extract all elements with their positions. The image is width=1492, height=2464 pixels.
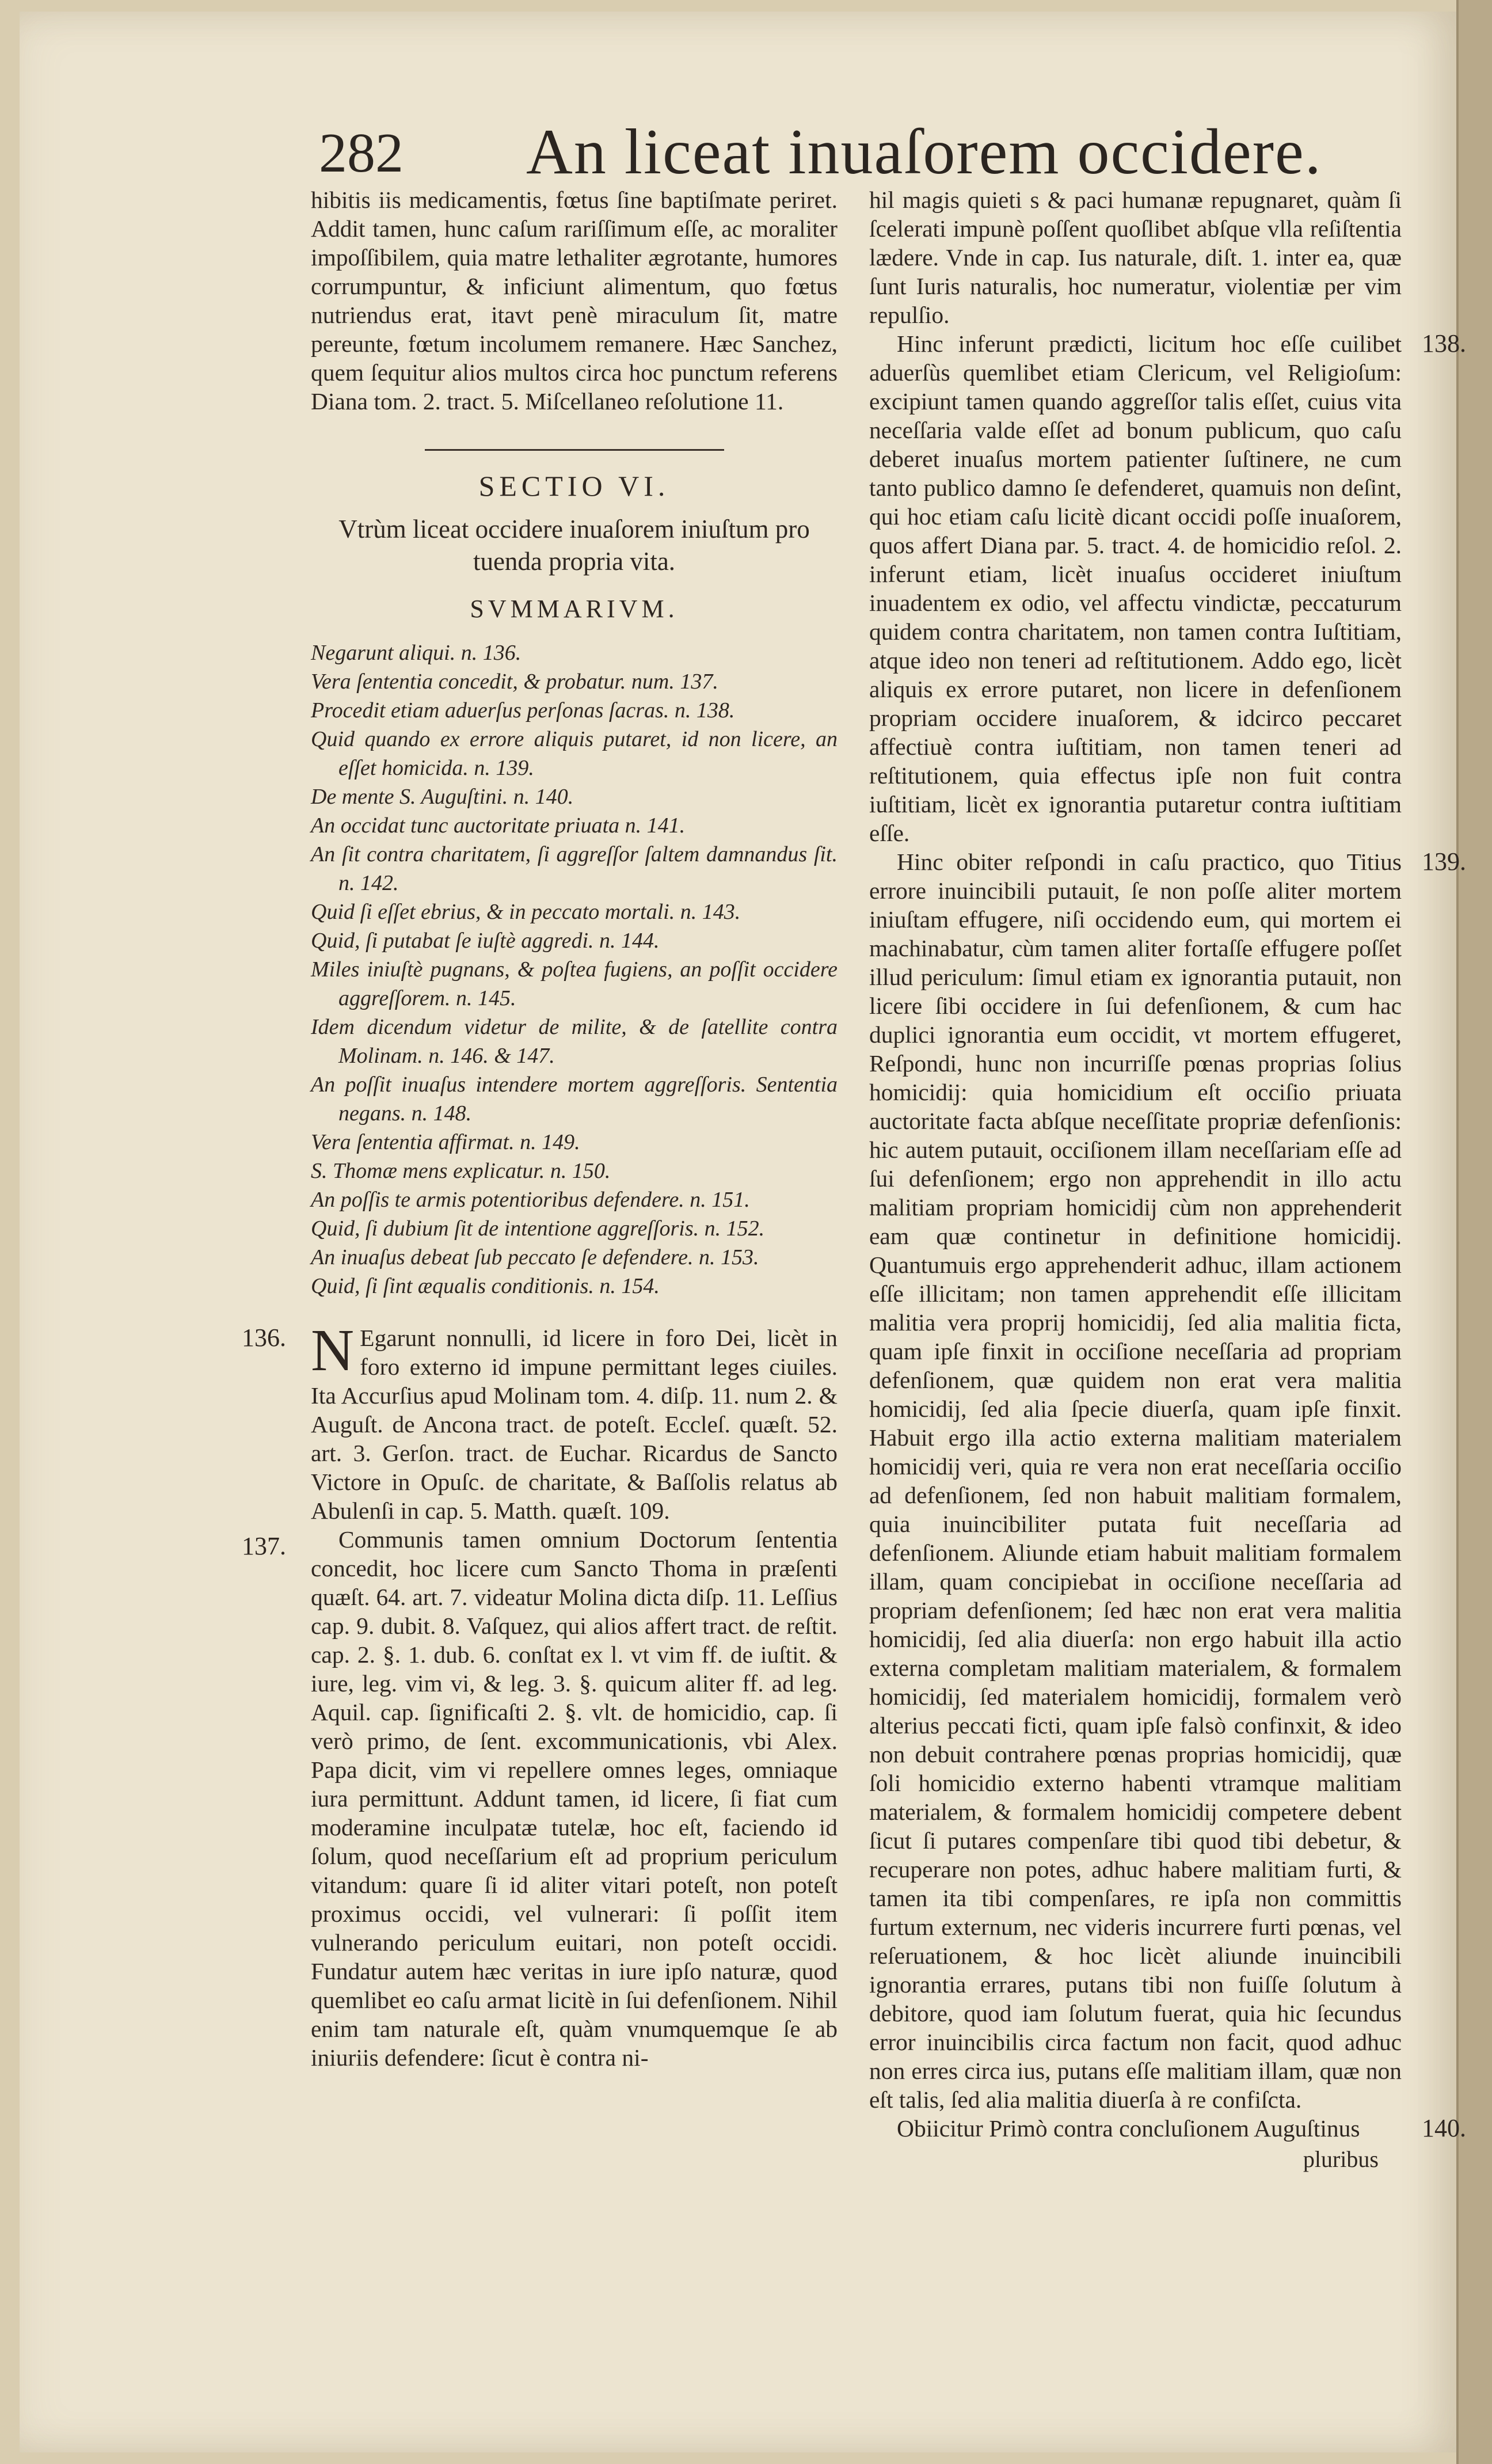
summary-item: Quid, ſi putabat ſe iuſtè aggredi. n. 144.: [311, 929, 660, 953]
section-divider: [425, 449, 724, 451]
continued-paragraph: hil magis quieti s & paci humanæ repugnaret, quàm ſi ſcelerati impunè poſſent quoſlibet abſque vlla reſiſtentia lædere. Vnde in cap. Ius naturale, diſt. 1. inter ea, quæ ſunt Iuris naturalis, hoc numeratur, violentiæ per vim repulſio.: [869, 187, 1402, 328]
right-column: [869, 185, 1466, 2174]
drop-cap: N: [311, 1317, 355, 1383]
paragraph-text: Hinc obiter reſpondi in caſu practico, quo Titius errore inuincibili putauit, ſe non poſſe aliter mortem iniuſtam effugere, niſi occidendo eum, qui mortem ei machinabatur, cùm tamen aliter fortaſſe effugere poſſet illud periculum: ſimul etiam ex ignorantia putauit, non licere ſibi occidere in ſui defenſionem, & cum hac duplici ignorantia eum occidit, vt mortem effugeret, Reſpondi, hunc non incurriſſe pœnas proprias ſolius homicidij: quia homicidium eſt occiſio priuata auctoritate facta abſque neceſſitate propriæ defenſionis: hic autem putauit, occiſionem illam neceſſariam eſſe ad ſui defenſionem; ergo non apprehendit in illo actu malitiam propriam homicidij cùm non apprehenderit eam quæ continetur in definitione homicidij. Quantumuis ergo apprehenderit adhuc, illam actionem eſſe illicitam; non tamen apprehendit eſſe illicitam malitia vera proprij homicidij, ſed alia malitia ficta, quam ipſe finxit in occiſione neceſſaria ad propriam defenſionem, quæ quidem non erat vera malitia homicidij, ſed alia ſpecie diuerſa, quam ipſe finxit. Habuit ergo illa actio externa malitiam materialem homicidij veri, quia re vera non erat neceſſaria occiſio ad defenſionem, ſed non habuit malitiam formalem, quia inuincibiliter putata fuit neceſſaria ad defenſionem. Aliunde etiam habuit malitiam formalem illam, quam concipiebat in occiſione neceſſaria ad propriam defenſionem; ſed hæc non erat vera malitia homicidij, ſed alia diuerſa: non ergo habuit illa actio externa completam malitiam materialem, & formalem homicidij, ſed materialem homicidij, formalem verò alterius peccati ficti, quam ipſe falsò confinxit, & ideo non debuit contrahere pœnas proprias homicidij, quæ ſoli homicidio externo habenti vtramque malitiam materialem, & formalem homicidij competere debent ſicut ſi putares compenſare tibi quod tibi debetur, & recuperare non potes, adhuc habere malitiam furti, & tamen ita tibi compenſares, re ipſa non committis furtum externum, nec videris incurrere furti pœnas, vel reſeruationem, & hoc licèt aliunde inuincibili ignorantia errares, putans tibi non fuiſſe ſolutum à debitore, quod iam ſolutum fuerat, quia hic ſecundus error inuincibilis circa factum non facit, quod adhuc non erres circa ius, putans eſſe malitiam illam, quæ non eſt talis, ſed alia malitia diuerſa à re confiſcta.: [869, 849, 1402, 2113]
summary-title: SVMMARIVM.: [470, 595, 679, 623]
summary-item: Vera ſententia affirmat. n. 149.: [311, 1130, 580, 1154]
paragraph-137: [242, 1525, 838, 2072]
summary-item: Quid quando ex errore aliquis putaret, id non licere, an eſſet homicida. n. 139.: [311, 727, 838, 780]
paragraph-number: 140.: [1422, 2114, 1466, 2142]
page-header: [319, 115, 1355, 196]
summary-item: Quid ſi eſſet ebrius, & in peccato mortali. n. 143.: [311, 900, 741, 924]
paragraph-139: [869, 847, 1466, 2114]
summary-item: S. Thomæ mens explicatur. n. 150.: [311, 1159, 611, 1183]
paragraph-text: Obiicitur Primò contra concluſionem Auguſtinus: [897, 2115, 1360, 2142]
paragraph-138: [869, 329, 1466, 847]
summary-item: An inuaſus debeat ſub peccato ſe defendere. n. 153.: [311, 1245, 759, 1269]
left-column: [242, 185, 838, 2072]
summary-item: Negarunt aliqui. n. 136.: [311, 641, 522, 665]
paragraph-number: 138.: [1422, 329, 1466, 358]
summary-item: Procedit etiam aduerſus perſonas ſacras. n. 138.: [311, 698, 735, 723]
paragraph-140: [869, 2114, 1466, 2143]
binding-edge: [1456, 0, 1492, 2464]
summary-list: [311, 638, 838, 1301]
summary-item: An poſſis te armis potentioribus defendere. n. 151.: [311, 1188, 750, 1212]
summary-item: Vera ſententia concedit, & probatur. num. 137.: [311, 670, 718, 694]
summary-item: Idem dicendum videtur de milite, & de ſatellite contra Molinam. n. 146. & 147.: [311, 1015, 838, 1068]
summary-item: An occidat tunc auctoritate priuata n. 141.: [311, 813, 686, 838]
paragraph-number: 136.: [242, 1324, 286, 1352]
paragraph-number: 139.: [1422, 847, 1466, 876]
summary-item: An poſſit inuaſus intendere mortem aggreſſoris. Sententia negans. n. 148.: [311, 1073, 838, 1125]
running-title: An liceat inuaſorem occidere.: [526, 116, 1322, 188]
catchword: pluribus: [1303, 2146, 1379, 2172]
intro-paragraph: hibitis iis medicamentis, fœtus ſine baptiſmate periret. Addit tamen, hunc caſum rariſſimum eſſe, ac moraliter impoſſibilem, quia matre lethaliter ægrotante, humores corrumpuntur, & inficiunt alimentum, quo fœtus nutriendus erat, itavt penè miraculum ſit, matre pereunte, fœtum incolumem remanere. Hæc Sanchez, quem ſequitur alios multos circa hoc punctum referens Diana tom. 2. tract. 5. Miſcellaneo reſolutione 11.: [311, 187, 838, 415]
paragraph-number: 137.: [242, 1532, 286, 1560]
section-title: SECTIO VI.: [478, 470, 670, 502]
paragraph-text: Egarunt nonnulli, id licere in foro Dei, licèt in foro externo id impune permittant leges ciuiles. Ita Accurſius apud Molinam tom. 4. diſp. 11. num 2. & Auguſt. de Ancona tract. de poteſt. Eccleſ. quæſt. 52. art. 3. Gerſon. tract. de Euchar. Ricardus de Sancto Victore in Opuſc. de charitate, & Baſſolis relatus ab Abulenſi in cap. 5. Matth. quæſt. 109.: [311, 1325, 838, 1524]
section-subtitle: Vtrùm liceat occidere inuaſorem iniuſtum pro tuenda propria vita.: [338, 515, 810, 576]
paragraph-text: Hinc inferunt prædicti, licitum hoc eſſe cuilibet aduerſùs quemlibet etiam Clericum, vel Religioſum: excipiunt tamen quando aggreſſor talis eſſet, cuius vita neceſſaria valde eſſet ad bonum publicum, quo caſu deberet inuaſus mortem patienter ſuſtinere, ne cum tanto publico damno ſe defenderet, quamuis non deſint, qui hoc etiam caſu licitè dicant occidi poſſe inuaſorem, quos affert Diana par. 5. tract. 4. de homicidio reſol. 2. inferunt etiam, licèt inuaſus occideret iniuſtum inuadentem ex odio, vel affectu vindictæ, peccaturum quidem contra charitatem, non tamen contra Iuſtitiam, atque ideo non teneri ad reſtitutionem. Addo ego, licèt aliquis ex errore putaret, non licere in defenſionem propriam occidere inuaſorem, & idcirco peccaret affectiuè contra iuſtitiam, non tamen teneri ad reſtitutionem, quia effectus ipſe non fuit contra iuſtitiam, licèt ex ignorantia putaretur contra iuſtitiam eſſe.: [869, 330, 1402, 846]
paragraph-136: [242, 1317, 838, 1525]
summary-item: Miles iniuſtè pugnans, & poſtea fugiens, an poſſit occidere aggreſſorem. n. 145.: [311, 957, 838, 1010]
page-number: 282: [319, 122, 404, 184]
summary-item: De mente S. Auguſtini. n. 140.: [311, 785, 574, 809]
paragraph-text: Communis tamen omnium Doctorum ſententia concedit, hoc licere cum Sancto Thoma in præſenti quæſt. 64. art. 7. videatur Molina dicta diſp. 11. Leſſius cap. 9. dubit. 8. Vaſquez, qui alios affert tract. de reſtit. cap. 2. §. 1. dub. 6. conſtat ex l. vt vim ff. de iuſtit. & iure, leg. vim vi, & leg. 3. §. quicum aliter ff. ad leg. Aquil. cap. ſignificaſti 2. §. vlt. de homicidio, cap. ſi verò primo, de ſent. excommunicationis, vbi Alex. Papa dicit, vim vi repellere omnes leges, omniaque iura permittunt. Addunt tamen, id licere, ſi fiat cum moderamine inculpatæ tutelæ, hoc eſt, faciendo id ſolum, quod neceſſarium eſt ad proprium periculum vitandum: quare ſi id aliter vitari poteſt, non poteſt proximus occidi, vel vulnerari: ſi poſſit item vulnerando periculum euitari, non poteſt occidi. Fundatur autem hæc veritas in iure ipſo naturæ, quod quemlibet eo caſu armat licitè in ſui defenſionem. Nihil enim tam naturale eſt, quàm vnumquemque ſe ab iniuriis defendere: ſicut è contra ni-: [311, 1526, 838, 2071]
summary-item: An ſit contra charitatem, ſi aggreſſor ſaltem damnandus ſit. n. 142.: [311, 842, 838, 895]
summary-item: Quid, ſi ſint æqualis conditionis. n. 154.: [311, 1274, 660, 1298]
summary-item: Quid, ſi dubium ſit de intentione aggreſſoris. n. 152.: [311, 1216, 765, 1241]
